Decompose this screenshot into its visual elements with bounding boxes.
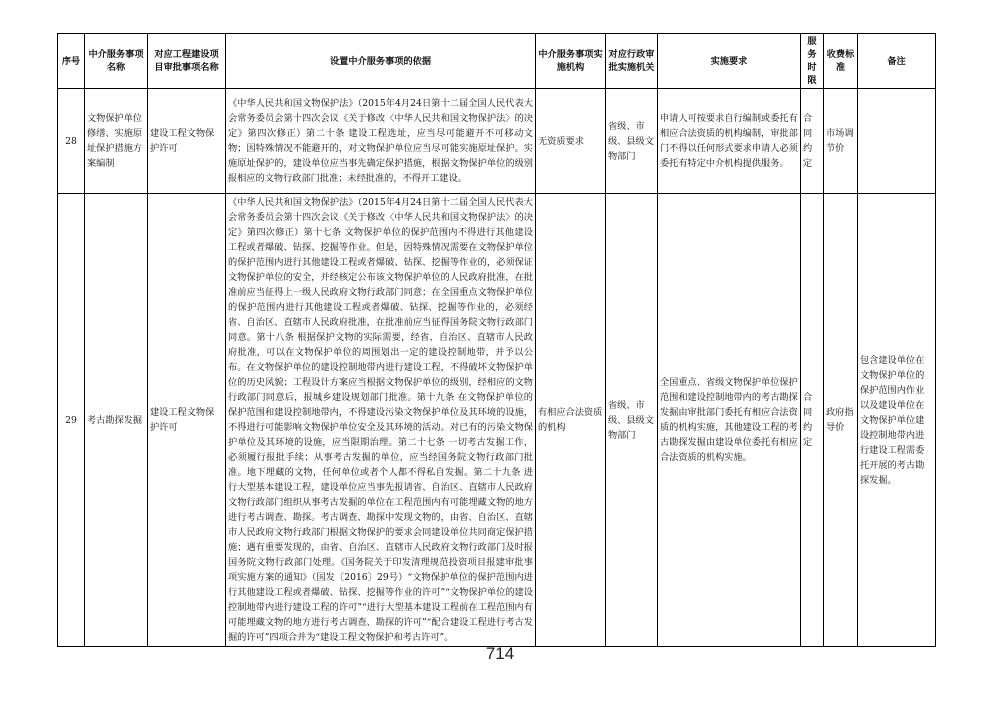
cell-seq: 28 [58, 89, 85, 194]
cell-authority: 省级、市级、县级文物部门 [606, 89, 658, 194]
cell-approval-item: 建设工程文物保护许可 [148, 194, 226, 647]
cell-fee: 政府指导价 [824, 194, 858, 647]
cell-remark: 包含建设单位在文物保护单位的保护范围内作业以及建设单位在文物保护单位建设控制地带内进行建设工程需委托开展的考古勘探发掘。 [858, 194, 936, 647]
cell-agency: 无资质要求 [536, 89, 606, 194]
cell-service-name: 考古勘探发掘 [85, 194, 148, 647]
cell-agency: 有相应合法资质的机构 [536, 194, 606, 647]
header-remark: 备注 [858, 34, 936, 89]
cell-requirements: 全国重点、省级文物保护单位保护范围和建设控制地带内的考古勘探发掘由审批部门委托有相应合法资质的机构实施，其他建设工程的考古勘探发掘由建设单位委托有相应合法资质的机构实施。 [658, 194, 801, 647]
header-requirements: 实施要求 [658, 34, 801, 89]
cell-remark [858, 89, 936, 194]
cell-time-limit: 合同约定 [801, 89, 824, 194]
table-header-row [58, 34, 936, 89]
cell-requirements: 申请人可按要求自行编制或委托有相应合法资质的机构编制，审批部门不得以任何形式要求申请人必须委托有特定中介机构提供服务。 [658, 89, 801, 194]
table-row [58, 194, 936, 647]
header-approval-item: 对应工程建设项目审批事项名称 [148, 34, 226, 89]
header-service-name: 中介服务事项名称 [85, 34, 148, 89]
cell-fee: 市场调节价 [824, 89, 858, 194]
cell-basis: 《中华人民共和国文物保护法》（2015年4月24日第十二届全国人民代表大会常务委员会第十四次会议《关于修改〈中华人民共和国文物保护法〉的决定》第四次修正）第二十条 建设工程选址，应当尽可能避开不可移动文物；因特殊情况不能避开的，对文物保护单位应当尽可能实施原址保护。实施原址保护的，建设单位应当事先确定保护措施，根据文物保护单位的级别报相应的文物行政部门批准；未经批准的，不得开工建设。 [226, 89, 536, 194]
cell-time-limit: 合同约定 [801, 194, 824, 647]
cell-service-name: 文物保护单位修缮、实施原址保护措施方案编制 [85, 89, 148, 194]
header-time-limit: 服务时限 [801, 34, 824, 89]
header-fee: 收费标准 [824, 34, 858, 89]
header-authority: 对应行政审批实施机关 [606, 34, 658, 89]
header-agency: 中介服务事项实施机构 [536, 34, 606, 89]
header-seq: 序号 [58, 34, 85, 89]
page-number: 714 [485, 644, 515, 663]
cell-basis: 《中华人民共和国文物保护法》（2015年4月24日第十二届全国人民代表大会常务委员会第十四次会议《关于修改〈中华人民共和国文物保护法〉的决定》第四次修正）第十七条 文物保护单位的保护范围内不得进行其他建设工程或者爆破、钻探、挖掘等作业。但是，因特殊情况需要在文物保护单位的保护范围内进行其他建设工程或者爆破、钻探、挖掘等作业的，必须保证文物保护单位的安全，并经核定公布该文物保护单位的人民政府批准，在批准前应当征得上一级人民政府文物行政部门同意；在全国重点文物保护单位的保护范围内进行其他建设工程或者爆破、钻探、挖掘等作业的，必须经省、自治区、直辖市人民政府批准，在批准前应当征得国务院文物行政部门同意。第十八条 根据保护文物的实际需要，经省、自治区、直辖市人民政府批准，可以在文物保护单位的周围划出一定的建设控制地带，并予以公布。在文物保护单位的建设控制地带内进行建设工程，不得破坏文物保护单位的历史风貌；工程设计方案应当根据文物保护单位的级别，经相应的文物行政部门同意后，报城乡建设规划部门批准。第十九条 在文物保护单位的保护范围和建设控制地带内，不得建设污染文物保护单位及其环境的设施，不得进行可能影响文物保护单位安全及其环境的活动。对已有的污染文物保护单位及其环境的设施，应当限期治理。第二十七条 一切考古发掘工作，必须履行报批手续；从事考古发掘的单位，应当经国务院文物行政部门批准。地下埋藏的文物，任何单位或者个人都不得私自发掘。第二十九条 进行大型基本建设工程，建设单位应当事先报请省、自治区、直辖市人民政府文物行政部门组织从事考古发掘的单位在工程范围内有可能埋藏文物的地方进行考古调查、勘探。考古调查、勘探中发现文物的，由省、自治区、直辖市人民政府文物行政部门根据文物保护的要求会同建设单位共同商定保护措施；遇有重要发现的，由省、自治区、直辖市人民政府文物行政部门及时报国务院文物行政部门处理。《国务院关于印发清理规范投资项目报建审批事项实施方案的通知》（国发〔2016〕29号）“文物保护单位的保护范围内进行其他建设工程或者爆破、钻探、挖掘等作业的许可”“文物保护单位的建设控制地带内进行建设工程的许可”“进行大型基本建设工程前在工程范围内有可能埋藏文物的地方进行考古调查、勘探的许可”“配合建设工程进行考古发掘的许可”四项合并为“建设工程文物保护和考古许可”。 [226, 194, 536, 647]
table-row [58, 89, 936, 194]
cell-approval-item: 建设工程文物保护许可 [148, 89, 226, 194]
header-basis: 设置中介服务事项的依据 [226, 34, 536, 89]
cell-seq: 29 [58, 194, 85, 647]
intermediary-services-table [57, 33, 936, 647]
cell-authority: 省级、市级、县级文物部门 [606, 194, 658, 647]
